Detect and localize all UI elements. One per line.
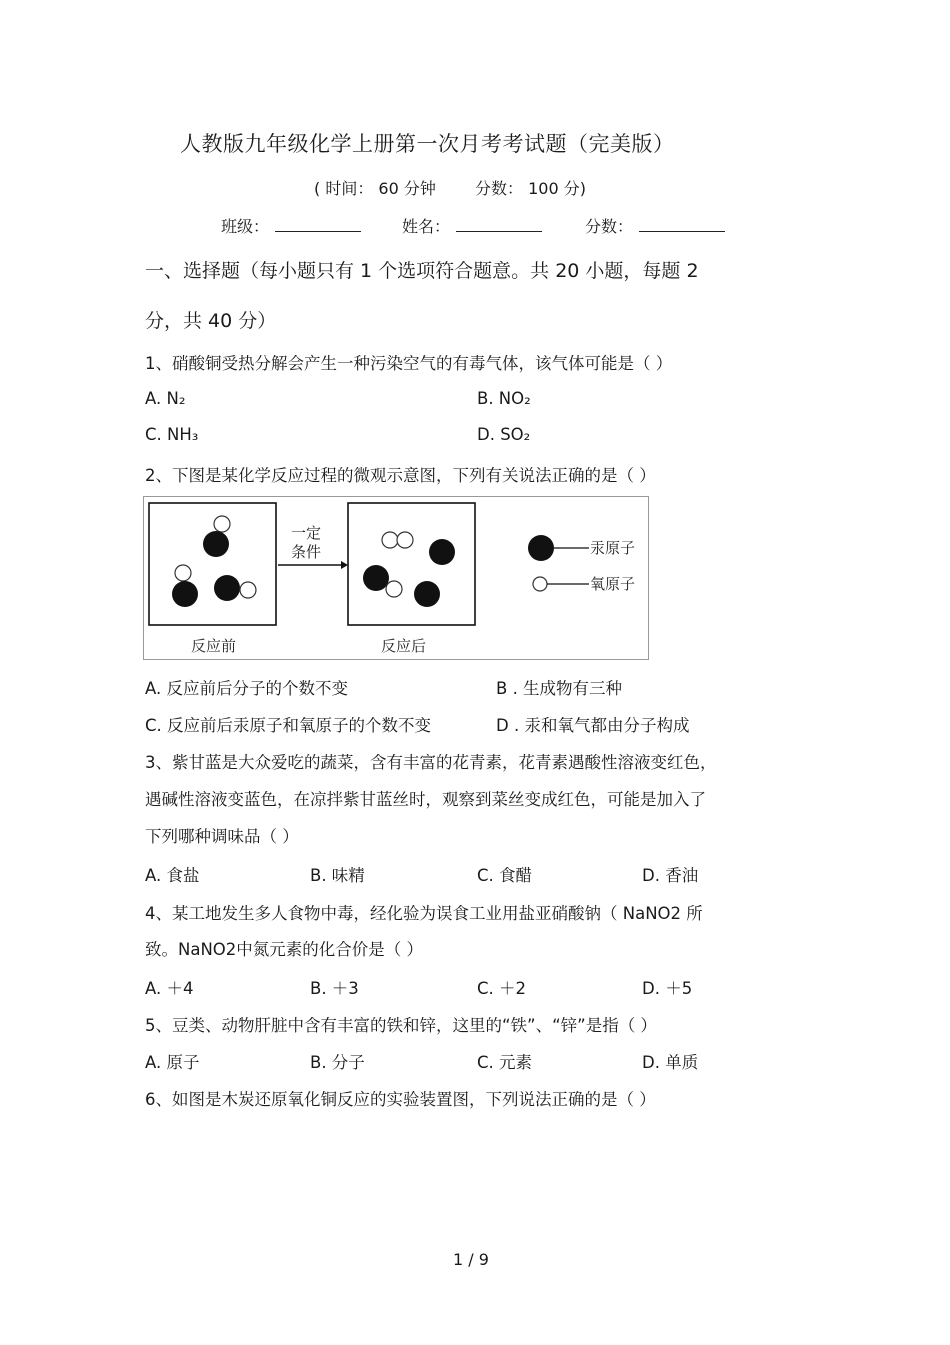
before-caption: 反应前 xyxy=(191,638,237,655)
question-4-stem-line2: 致。NaNO2中氮元素的化合价是（ ） xyxy=(145,940,424,959)
q5-option-a[interactable]: A. 原子 xyxy=(145,1053,200,1072)
oxygen-atom xyxy=(382,532,398,548)
arrow-label-bottom: 条件 xyxy=(291,544,322,561)
score-blank[interactable] xyxy=(639,217,725,232)
q1-option-d[interactable]: D. SO₂ xyxy=(477,425,531,444)
q1-option-a[interactable]: A. N₂ xyxy=(145,389,186,408)
q4-option-b[interactable]: B. ＋3 xyxy=(310,979,359,998)
after-caption: 反应后 xyxy=(381,638,427,655)
mercury-atom xyxy=(363,565,389,591)
class-blank[interactable] xyxy=(275,217,361,232)
time-info: ( 时间： 60 分钟 xyxy=(314,179,436,198)
oxygen-atom xyxy=(214,516,230,532)
q3-option-d[interactable]: D. 香油 xyxy=(642,866,699,885)
name-blank[interactable] xyxy=(456,217,542,232)
score-label: 分数： xyxy=(585,217,634,236)
oxygen-atom xyxy=(397,532,413,548)
mercury-atom xyxy=(214,575,240,601)
section-heading-line2: 分，共 40 分） xyxy=(145,310,277,332)
reaction-diagram xyxy=(143,496,649,660)
oxygen-atom xyxy=(240,582,256,598)
name-label: 姓名： xyxy=(402,217,451,236)
oxygen-atom xyxy=(175,565,191,581)
oxygen-atom xyxy=(386,581,402,597)
q2-option-b[interactable]: B . 生成物有三种 xyxy=(496,679,623,698)
legend-mercury-label: 汞原子 xyxy=(590,540,636,557)
score-info: 分数： 100 分) xyxy=(475,179,586,198)
before-box xyxy=(149,503,276,625)
mercury-atom xyxy=(414,581,440,607)
q2-option-d[interactable]: D . 汞和氧气都由分子构成 xyxy=(496,716,690,735)
name-field[interactable] xyxy=(402,214,542,237)
question-1-stem: 1、硝酸铜受热分解会产生一种污染空气的有毒气体，该气体可能是（ ） xyxy=(145,354,673,373)
legend-oxygen-symbol xyxy=(533,577,547,591)
question-2-stem: 2、下图是某化学反应过程的微观示意图，下列有关说法正确的是（ ） xyxy=(145,466,656,485)
q1-option-b[interactable]: B. NO₂ xyxy=(477,389,531,408)
q3-option-a[interactable]: A. 食盐 xyxy=(145,866,200,885)
q5-option-d[interactable]: D. 单质 xyxy=(642,1053,699,1072)
q4-option-d[interactable]: D. ＋5 xyxy=(642,979,693,998)
legend-oxygen-label: 氧原子 xyxy=(590,576,636,593)
legend-mercury-symbol xyxy=(528,535,554,561)
q3-option-c[interactable]: C. 食醋 xyxy=(477,866,533,885)
mercury-atom xyxy=(429,539,455,565)
class-field[interactable] xyxy=(221,214,361,237)
question-4-stem-line1: 4、某工地发生多人食物中毒，经化验为误食工业用盐亚硝酸钠（ NaNO2 所 xyxy=(145,904,703,923)
question-3-stem-line1: 3、紫甘蓝是大众爱吃的蔬菜，含有丰富的花青素，花青素遇酸性溶液变红色， xyxy=(145,753,717,772)
mercury-atom xyxy=(172,581,198,607)
section-heading-line1: 一、选择题（每小题只有 1 个选项符合题意。共 20 小题，每题 2 xyxy=(145,260,699,282)
question-3-stem-line3: 下列哪种调味品（ ） xyxy=(145,827,299,846)
page-number: 1 / 9 xyxy=(453,1250,489,1269)
class-label: 班级： xyxy=(221,217,270,236)
question-6-stem: 6、如图是木炭还原氧化铜反应的实验装置图，下列说法正确的是（ ） xyxy=(145,1090,656,1109)
question-3-stem-line2: 遇碱性溶液变蓝色，在凉拌紫甘蓝丝时，观察到菜丝变成红色，可能是加入了 xyxy=(145,790,706,809)
q2-option-a[interactable]: A. 反应前后分子的个数不变 xyxy=(145,679,348,698)
q4-option-a[interactable]: A. ＋4 xyxy=(145,979,194,998)
q2-option-c[interactable]: C. 反应前后汞原子和氧原子的个数不变 xyxy=(145,716,432,735)
page-title: 人教版九年级化学上册第一次月考考试题（完美版） xyxy=(180,132,675,156)
q3-option-b[interactable]: B. 味精 xyxy=(310,866,365,885)
arrow-label-top: 一定 xyxy=(291,525,322,542)
question-5-stem: 5、豆类、动物肝脏中含有丰富的铁和锌，这里的“铁”、“锌”是指（ ） xyxy=(145,1016,657,1035)
after-box xyxy=(348,503,475,625)
q5-option-b[interactable]: B. 分子 xyxy=(310,1053,365,1072)
q1-option-c[interactable]: C. NH₃ xyxy=(145,425,199,444)
score-field[interactable] xyxy=(585,214,725,237)
mercury-atom xyxy=(203,531,229,557)
q4-option-c[interactable]: C. ＋2 xyxy=(477,979,527,998)
q5-option-c[interactable]: C. 元素 xyxy=(477,1053,533,1072)
